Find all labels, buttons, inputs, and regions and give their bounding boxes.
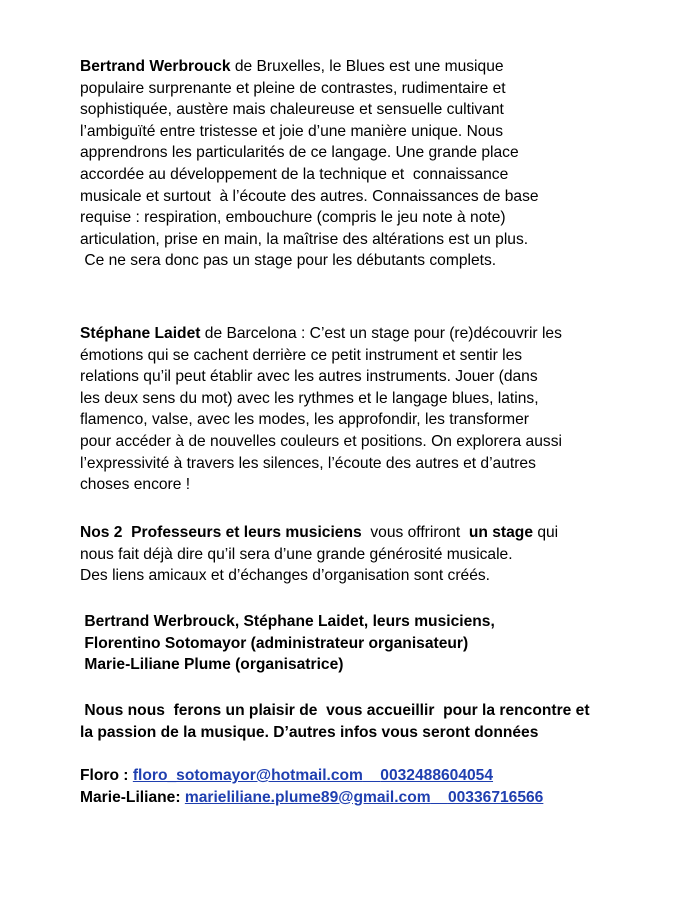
closing-line: Nous nous ferons un plaisir de vous accueillir pour la rencontre et [80, 702, 590, 719]
paragraph-line: Nos 2 Professeurs et leurs musiciens vous offriront un stage qui [80, 524, 559, 541]
organizers-line: Florentino Sotomayor (administrateur organisateur) [80, 634, 469, 652]
paragraph-line: nous fait déjà dire qu’il sera d’une grande générosité musicale. [80, 545, 513, 563]
phone-link-floro[interactable]: 0032488604054 [380, 767, 494, 784]
contacts-block [80, 765, 640, 808]
closing-paragraph [80, 700, 640, 743]
organizers-line: Bertrand Werbrouck, Stéphane Laidet, leurs musiciens, [80, 613, 495, 630]
paragraph-line: pour accéder à de nouvelles couleurs et positions. On explorera aussi [80, 432, 562, 450]
paragraph-line: l’ambiguïté entre tristesse et joie d’une manière unique. Nous [80, 122, 504, 140]
email-link-floro[interactable]: floro_sotomayor@hotmail.com [132, 767, 363, 784]
paragraph-line: choses encore ! [80, 476, 191, 494]
contact-row-marie-liliane [80, 787, 640, 809]
contact-label: Marie-Liliane: [80, 788, 185, 806]
organizers-list [80, 611, 640, 676]
paragraph-line: sophistiquée, austère mais chaleureuse et sensuelle cultivant [80, 101, 504, 119]
paragraph-line: musicale et surtout à l’écoute des autres. Connaissances de base [80, 187, 539, 205]
organizers-line: Marie-Liliane Plume (organisatrice) [80, 656, 344, 674]
paragraph-stage [80, 522, 640, 587]
paragraph-line: Ce ne sera donc pas un stage pour les débutants complets. [80, 252, 497, 270]
teacher-name-bertrand: Bertrand Werbrouck [80, 58, 231, 75]
phone-link-marie-liliane[interactable]: 00336716566 [447, 788, 544, 806]
contact-label: Floro : [80, 767, 133, 784]
teacher-name-stephane: Stéphane Laidet [80, 325, 201, 342]
paragraph-line: l’expressivité à travers les silences, l’écoute des autres et d’autres [80, 454, 536, 472]
contact-row-floro [80, 765, 640, 787]
paragraph-line: flamenco, valse, avec les modes, les approfondir, les transformer [80, 411, 529, 429]
email-link-marie-liliane[interactable]: marieliliane.plume89@gmail.com [184, 788, 431, 806]
paragraph-stephane [80, 323, 640, 496]
paragraph-line: populaire surprenante et pleine de contrastes, rudimentaire et [80, 79, 506, 97]
paragraph-line: apprendrons les particularités de ce langage. Une grande place [80, 144, 519, 162]
paragraph-line: Des liens amicaux et d’échanges d’organisation sont créés. [80, 567, 490, 585]
paragraph-line: articulation, prise en main, la maîtrise des altérations est un plus. [80, 230, 529, 248]
paragraph-line: relations qu’il peut établir avec les autres instruments. Jouer (dans [80, 368, 538, 386]
closing-line: la passion de la musique. D’autres infos vous seront données [80, 723, 539, 741]
paragraph-line: accordée au développement de la technique et connaissance [80, 165, 509, 183]
paragraph-bertrand [80, 56, 640, 272]
paragraph-line: Bertrand Werbrouck de Bruxelles, le Blues est une musique [80, 58, 504, 75]
paragraph-line: requise : respiration, embouchure (compris le jeu note à note) [80, 209, 506, 227]
paragraph-line: les deux sens du mot) avec les rythmes et le langage blues, latins, [80, 389, 539, 407]
paragraph-line: Stéphane Laidet de Barcelona : C’est un stage pour (re)découvrir les [80, 325, 562, 342]
paragraph-line: émotions qui se cachent derrière ce petit instrument et sentir les [80, 346, 523, 364]
